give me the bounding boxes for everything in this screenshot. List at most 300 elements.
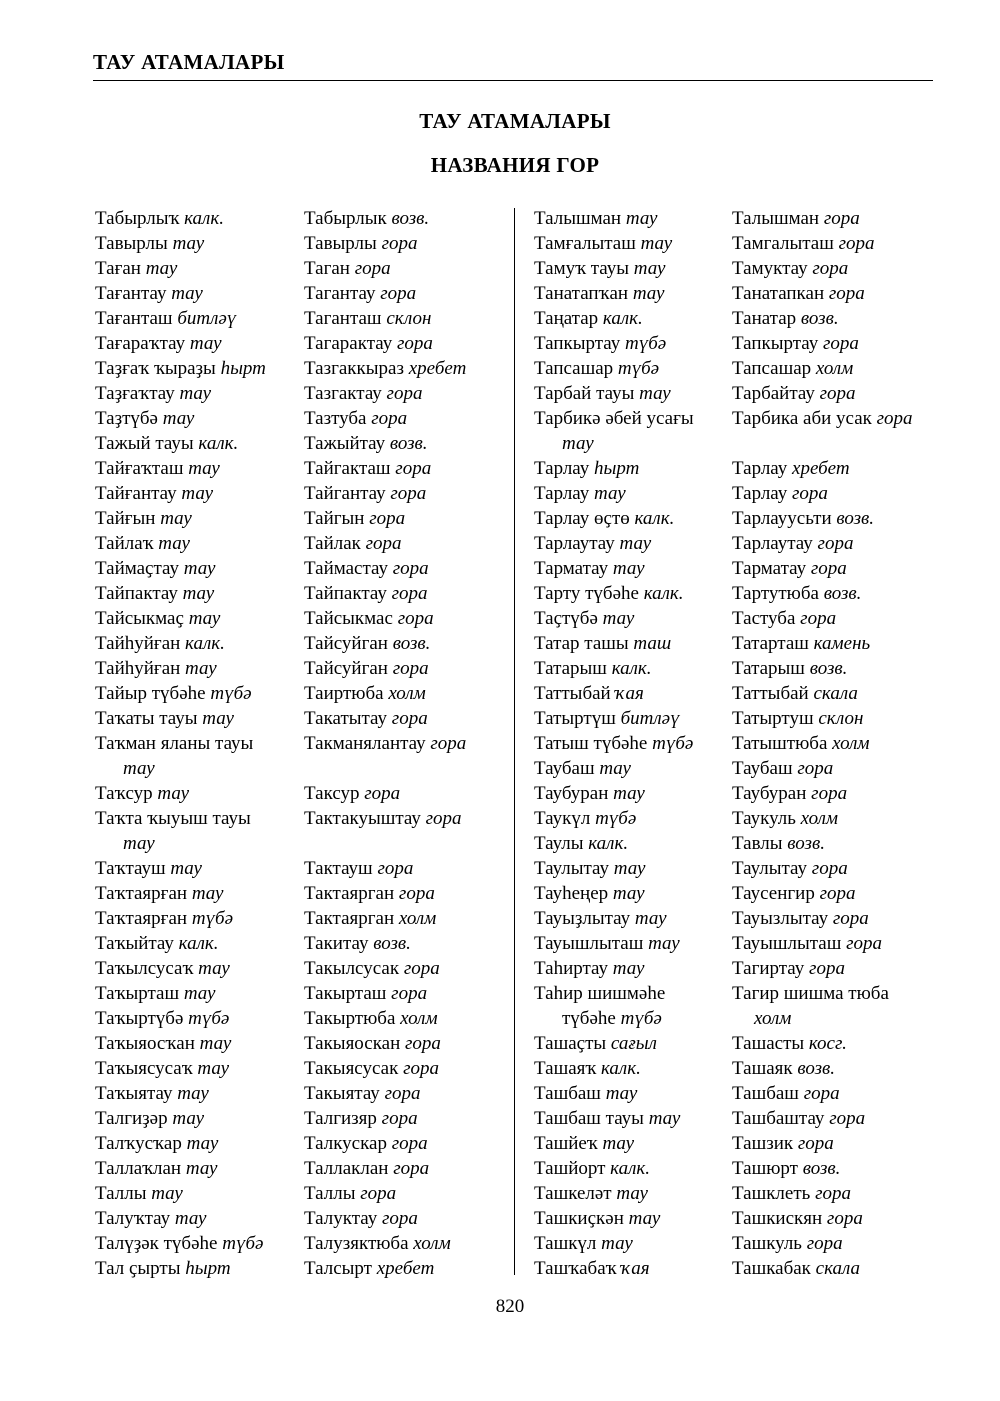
entry-term: тау xyxy=(633,258,666,279)
entry-row xyxy=(95,256,500,281)
entry-line xyxy=(304,1081,500,1106)
entry-name: Ташйеҡ xyxy=(534,1133,598,1154)
bashkir-name xyxy=(95,431,304,456)
russian-name xyxy=(304,1031,500,1056)
entry-term: калк. xyxy=(634,508,675,529)
bashkir-name xyxy=(95,1006,304,1031)
entry-row xyxy=(534,406,939,456)
entry-line xyxy=(304,1131,500,1156)
entry-term: тау xyxy=(172,233,205,254)
entry-name: Таллаҡлан xyxy=(95,1158,182,1179)
entry-term: калк. xyxy=(602,308,643,329)
entry-term: тау xyxy=(174,1208,207,1229)
russian-name xyxy=(732,906,939,931)
entry-row xyxy=(534,306,939,331)
russian-name xyxy=(304,1256,500,1281)
entry-name: Таллаклан xyxy=(304,1158,389,1179)
entry-term: гора xyxy=(360,1183,397,1204)
entry-term: гора xyxy=(391,983,428,1004)
entry-term: гора xyxy=(405,1033,441,1054)
entry-name: Таңатар xyxy=(534,308,599,329)
entry-line xyxy=(534,531,732,556)
entry-line xyxy=(95,1106,304,1131)
russian-name xyxy=(304,706,500,731)
entry-row xyxy=(534,256,939,281)
entry-term: калк. xyxy=(178,933,219,954)
entry-term: калк. xyxy=(185,633,225,654)
entry-name: Ташаяк xyxy=(732,1058,793,1079)
entry-row xyxy=(534,981,939,1031)
entry-term: тау xyxy=(562,433,594,454)
bashkir-name xyxy=(95,1031,304,1056)
bashkir-name xyxy=(95,606,304,631)
entry-line xyxy=(732,906,939,931)
russian-name xyxy=(732,1181,939,1206)
entry-name: Тайғантау xyxy=(95,483,177,504)
entry-term: гора xyxy=(397,608,434,629)
entry-row xyxy=(534,956,939,981)
entry-line xyxy=(95,581,304,606)
entry-name: Таубаш xyxy=(534,758,595,779)
entry-row xyxy=(534,681,939,706)
entry-name: Талышман xyxy=(732,208,820,229)
entry-name: Тарматау xyxy=(732,558,807,579)
entry-term: тау xyxy=(628,1208,661,1229)
entry-term: возв. xyxy=(823,583,862,604)
entry-line xyxy=(304,1206,500,1231)
entry-name: Ташюрт xyxy=(732,1158,798,1179)
entry-name: Таҡтауш xyxy=(95,858,166,879)
russian-name xyxy=(304,481,500,506)
entry-term: түбә xyxy=(191,908,234,929)
bashkir-name xyxy=(534,1181,732,1206)
entry-row xyxy=(95,1056,500,1081)
entry-term: ҡая xyxy=(621,1258,650,1279)
entry-name: Ташкабак xyxy=(732,1258,811,1279)
entry-term: тау xyxy=(199,1033,232,1054)
entry-line xyxy=(95,531,304,556)
entry-row xyxy=(95,1206,500,1231)
entry-row xyxy=(534,1056,939,1081)
entry-line xyxy=(732,356,939,381)
entry-row xyxy=(534,781,939,806)
entry-row xyxy=(534,731,939,756)
entry-line xyxy=(732,756,939,781)
entry-term: тау xyxy=(625,208,658,229)
russian-name xyxy=(304,281,500,306)
entry-row xyxy=(534,756,939,781)
entry-line xyxy=(534,1131,732,1156)
entry-line xyxy=(95,1156,304,1181)
entry-line xyxy=(95,931,304,956)
entry-name: Тарматау xyxy=(534,558,609,579)
entry-name: Тайгантау xyxy=(304,483,386,504)
bashkir-name xyxy=(95,806,304,856)
russian-name xyxy=(304,1056,500,1081)
entry-name: Талүҙәк түбәһе xyxy=(95,1233,218,1254)
entry-term: гора xyxy=(797,1133,834,1154)
entry-term: тау xyxy=(602,608,635,629)
entry-line xyxy=(95,381,304,406)
entry-line xyxy=(304,456,500,481)
entry-line xyxy=(732,856,939,881)
entry-row xyxy=(95,356,500,381)
russian-name xyxy=(304,406,500,431)
entry-line xyxy=(304,881,500,906)
bashkir-name xyxy=(534,381,732,406)
bashkir-name xyxy=(95,381,304,406)
entry-line xyxy=(534,881,732,906)
entry-row xyxy=(534,1081,939,1106)
entry-name: Тайсуйган xyxy=(304,658,388,679)
bashkir-name xyxy=(95,481,304,506)
entry-row xyxy=(534,906,939,931)
bashkir-name xyxy=(534,1206,732,1231)
entry-line xyxy=(95,631,304,656)
entry-term: гора xyxy=(381,233,418,254)
bashkir-name xyxy=(95,306,304,331)
entry-line xyxy=(732,1156,939,1181)
entry-name: Такыясусак xyxy=(304,1058,399,1079)
russian-name xyxy=(732,1056,939,1081)
entry-name: Тазтуба xyxy=(304,408,367,429)
entry-term: калк. xyxy=(601,1058,641,1079)
entry-line xyxy=(534,1181,732,1206)
entry-term: тау xyxy=(634,908,667,929)
entry-line xyxy=(304,706,500,731)
russian-name xyxy=(304,506,500,531)
entry-row xyxy=(534,1156,939,1181)
entry-row xyxy=(534,556,939,581)
entry-term: калк. xyxy=(588,833,629,854)
entry-name: Талуктау xyxy=(304,1208,378,1229)
russian-name xyxy=(732,356,939,381)
entry-row xyxy=(534,1181,939,1206)
entry-name: Таҡсур xyxy=(95,783,153,804)
entry-name: Ташкискян xyxy=(732,1208,823,1229)
entry-row xyxy=(534,281,939,306)
entry-row xyxy=(95,1006,500,1031)
russian-name xyxy=(304,631,500,656)
entry-term: гора xyxy=(395,458,432,479)
entry-term: түбә xyxy=(652,733,694,754)
entry-name: Танатар xyxy=(732,308,797,329)
entry-line xyxy=(732,706,939,731)
entry-name: Табырлыҡ xyxy=(95,208,180,229)
russian-name xyxy=(732,731,939,756)
entry-name: Таһиртау xyxy=(534,958,608,979)
entry-name: Тагир шишма тюба xyxy=(732,983,889,1004)
entry-name: Татарыш xyxy=(732,658,805,679)
bashkir-name xyxy=(534,956,732,981)
entry-term: гора xyxy=(797,758,834,779)
entry-row xyxy=(534,481,939,506)
entry-term: гора xyxy=(822,333,859,354)
entry-term: тау xyxy=(181,483,214,504)
entry-name: Такырташ xyxy=(304,983,387,1004)
entry-line xyxy=(534,556,732,581)
entry-line xyxy=(95,1181,304,1206)
entry-term: битләү xyxy=(620,708,680,729)
entry-row xyxy=(95,581,500,606)
russian-name xyxy=(304,1156,500,1181)
russian-name xyxy=(304,1206,500,1231)
bashkir-name xyxy=(534,931,732,956)
russian-name xyxy=(732,681,939,706)
entry-line xyxy=(534,1256,732,1281)
entry-name: Таҡаты тауы xyxy=(95,708,198,729)
russian-name xyxy=(304,931,500,956)
entry-name: Таллы xyxy=(95,1183,147,1204)
entry-name: Тартутюба xyxy=(732,583,819,604)
entry-term: тау xyxy=(188,458,220,479)
entry-row xyxy=(95,1256,500,1281)
entry-line xyxy=(732,656,939,681)
entry-name: Тағантау xyxy=(95,283,167,304)
entry-row xyxy=(95,531,500,556)
entry-row xyxy=(95,656,500,681)
bashkir-name xyxy=(95,906,304,931)
entry-line xyxy=(304,856,500,881)
entry-row xyxy=(95,1156,500,1181)
bashkir-name xyxy=(534,881,732,906)
right-entries xyxy=(534,206,939,1281)
russian-name xyxy=(732,1156,939,1181)
entry-line xyxy=(732,506,939,531)
entry-term: калк. xyxy=(643,583,684,604)
entry-term: тау xyxy=(171,283,203,304)
entry-line xyxy=(732,456,939,481)
entry-name: Тажыйтау xyxy=(304,433,386,454)
entry-name: Тапсашар xyxy=(534,358,614,379)
entry-term: тау xyxy=(197,1058,230,1079)
entry-line xyxy=(304,606,500,631)
bashkir-name xyxy=(95,706,304,731)
entry-name: Талкускар xyxy=(304,1133,387,1154)
entry-name: Талузяктюба xyxy=(304,1233,409,1254)
entry-term: скала xyxy=(813,683,858,704)
russian-name xyxy=(304,381,500,406)
entry-row xyxy=(95,681,500,706)
entry-name: Тайсыкмаҫ xyxy=(95,608,184,629)
entry-term: холм xyxy=(400,1008,438,1029)
russian-name xyxy=(304,331,500,356)
entry-line xyxy=(95,306,304,331)
entry-term: тау xyxy=(202,708,234,729)
russian-name xyxy=(304,906,500,931)
entry-line xyxy=(534,906,732,931)
bashkir-name xyxy=(95,1106,304,1131)
entry-term: возв. xyxy=(809,658,848,679)
entry-term: холм xyxy=(832,733,870,754)
entry-name: Таган xyxy=(304,258,350,279)
entry-line xyxy=(732,1181,939,1206)
russian-name xyxy=(732,331,939,356)
entry-name: Ташаҫты xyxy=(534,1033,607,1054)
entry-line xyxy=(95,231,304,256)
bashkir-name xyxy=(534,406,732,456)
entry-term: һырт xyxy=(594,458,640,479)
entry-term: гора xyxy=(390,483,427,504)
entry-name: Таттыбай xyxy=(732,683,809,704)
entry-term: гора xyxy=(398,883,435,904)
entry-line xyxy=(534,1231,732,1256)
entry-line xyxy=(732,1006,939,1031)
entry-row xyxy=(534,206,939,231)
entry-name: Талгизяр xyxy=(304,1108,377,1129)
entry-line xyxy=(304,631,500,656)
entry-line xyxy=(304,1231,500,1256)
entry-line xyxy=(304,381,500,406)
entry-line xyxy=(534,406,732,431)
entry-name: Тайлаҡ xyxy=(95,533,154,554)
entry-name: Таулы xyxy=(534,833,584,854)
entry-line xyxy=(534,806,732,831)
entry-name: Таулытау xyxy=(732,858,808,879)
entry-line xyxy=(534,956,732,981)
entry-term: гора xyxy=(806,1233,843,1254)
entry-row xyxy=(95,956,500,981)
entry-name: Татыштюба xyxy=(732,733,828,754)
entry-term: тау xyxy=(191,883,224,904)
entry-row xyxy=(95,281,500,306)
russian-name xyxy=(732,956,939,981)
entry-row xyxy=(534,656,939,681)
header-rule xyxy=(93,80,933,81)
entry-term: калк. xyxy=(611,658,652,679)
bashkir-name xyxy=(534,1081,732,1106)
entry-term: хребет xyxy=(792,458,850,479)
entry-line xyxy=(95,706,304,731)
entry-name: Тарту түбәһе xyxy=(534,583,639,604)
entry-row xyxy=(95,306,500,331)
entry-line xyxy=(95,256,304,281)
entry-line xyxy=(95,1031,304,1056)
russian-name xyxy=(304,1181,500,1206)
entry-name: Тажый тауы xyxy=(95,433,194,454)
entry-term: склон xyxy=(818,708,864,729)
entry-term: гора xyxy=(369,508,406,529)
entry-name: Такатытау xyxy=(304,708,388,729)
entry-line xyxy=(732,206,939,231)
entry-term: возв. xyxy=(800,308,839,329)
running-head: ТАУ АТАМАЛАРЫ xyxy=(93,50,285,74)
entry-name: Тавлы xyxy=(732,833,783,854)
entry-row xyxy=(95,431,500,456)
entry-line xyxy=(732,481,939,506)
russian-name xyxy=(732,1031,939,1056)
entry-term: тау xyxy=(616,1183,648,1204)
russian-name xyxy=(304,806,500,831)
entry-name: Таҡырташ xyxy=(95,983,180,1004)
entry-line xyxy=(304,431,500,456)
entry-name: Татар ташы xyxy=(534,633,629,654)
entry-line xyxy=(95,906,304,931)
entry-term: һырт xyxy=(185,1258,231,1279)
entry-line xyxy=(304,681,500,706)
entry-term: битләү xyxy=(177,308,237,329)
entry-term: гора xyxy=(403,958,440,979)
bashkir-name xyxy=(95,1056,304,1081)
entry-name: Тауышлыташ xyxy=(732,933,842,954)
entry-term: хребет xyxy=(408,358,467,379)
entry-name: Ташкеләт xyxy=(534,1183,612,1204)
entry-term: тау xyxy=(619,533,652,554)
entry-line xyxy=(732,556,939,581)
entry-line xyxy=(304,931,500,956)
entry-line xyxy=(534,1006,732,1031)
entry-line xyxy=(304,556,500,581)
entry-term: гора xyxy=(392,558,429,579)
entry-name: Ташкуль xyxy=(732,1233,802,1254)
entry-term: гора xyxy=(810,558,847,579)
russian-name xyxy=(732,406,939,431)
entry-name: Ташбаштау xyxy=(732,1108,825,1129)
entry-term: түбә xyxy=(222,1233,264,1254)
entry-name: Таксур xyxy=(304,783,360,804)
entry-name: Ташйорт xyxy=(534,1158,606,1179)
russian-name xyxy=(304,781,500,806)
entry-name: түбәһе xyxy=(562,1008,616,1029)
entry-row xyxy=(95,931,500,956)
entry-term: гора xyxy=(792,483,828,504)
entry-term: тау xyxy=(601,1233,633,1254)
entry-row xyxy=(95,331,500,356)
entry-name: Тамуҡ тауы xyxy=(534,258,629,279)
entry-name: Тарлау xyxy=(732,483,788,504)
bashkir-name xyxy=(95,406,304,431)
entry-term: скала xyxy=(815,1258,861,1279)
bashkir-name xyxy=(95,506,304,531)
bashkir-name xyxy=(95,581,304,606)
entry-row xyxy=(534,1031,939,1056)
entry-name: Таулытау xyxy=(534,858,610,879)
entry-name: Таҫтүбә xyxy=(534,608,598,629)
left-entries xyxy=(95,206,500,1281)
entry-term: һырт xyxy=(220,358,266,379)
entry-line xyxy=(304,481,500,506)
entry-row xyxy=(95,1231,500,1256)
entry-line xyxy=(304,1006,500,1031)
entry-line xyxy=(95,1131,304,1156)
russian-name xyxy=(304,606,500,631)
entry-line xyxy=(95,556,304,581)
bashkir-name xyxy=(534,831,732,856)
entry-term: холм xyxy=(800,808,839,829)
entry-row xyxy=(534,356,939,381)
entry-term: тау xyxy=(602,1133,635,1154)
entry-term: тау xyxy=(183,558,216,579)
russian-name xyxy=(732,806,939,831)
entry-name: Таҡтаярған xyxy=(95,883,188,904)
russian-name xyxy=(732,306,939,331)
entry-term: тау xyxy=(182,583,215,604)
entry-term: гора xyxy=(391,1133,428,1154)
entry-term: тау xyxy=(613,783,645,804)
entry-term: гора xyxy=(838,233,875,254)
bashkir-name xyxy=(95,456,304,481)
entry-term: возв. xyxy=(797,1058,836,1079)
russian-name xyxy=(732,1106,939,1131)
entry-term: холм xyxy=(398,908,437,929)
russian-name xyxy=(304,306,500,331)
entry-term: гора xyxy=(425,808,462,829)
entry-name: Таҡыртүбә xyxy=(95,1008,184,1029)
entry-name: Таҡыйтау xyxy=(95,933,174,954)
entry-term: гора xyxy=(811,858,848,879)
entry-line xyxy=(95,981,304,1006)
entry-line xyxy=(534,231,732,256)
